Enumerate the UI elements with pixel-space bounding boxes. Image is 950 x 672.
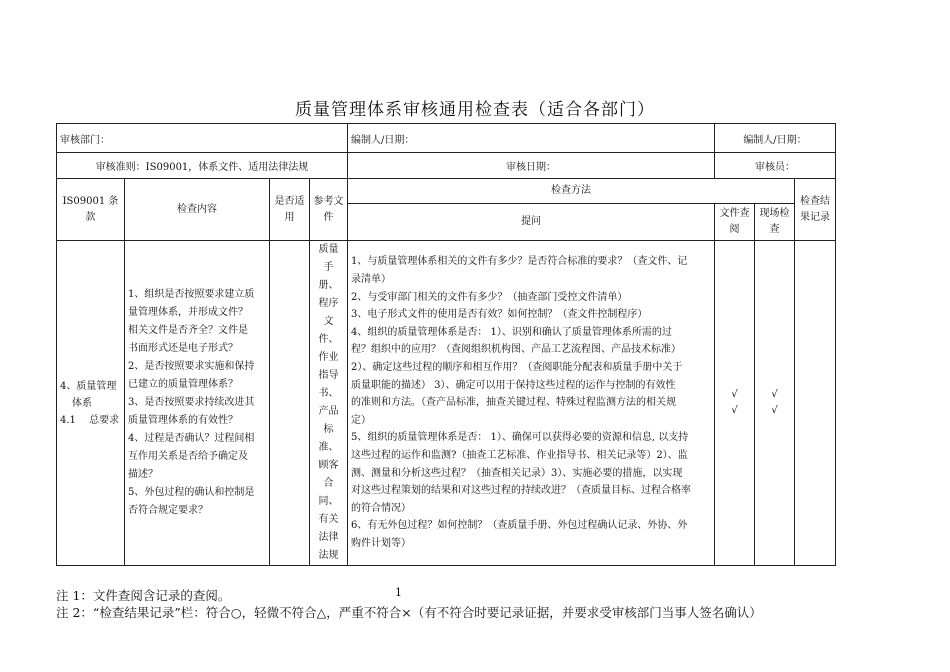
question-line: 的准则和方法。（查产品标准，抽查关键过程、特殊过程监测方法的相关规: [351, 397, 676, 409]
content-line: 已建立的质量管理体系？: [128, 379, 238, 390]
preparer-date-cell: 编制人/日期：: [348, 124, 715, 153]
site-check-cell: [755, 241, 795, 566]
question-line: 对这些过程策划的结果和对这些过程的持续改进？（查质量目标、过程合格率: [351, 485, 691, 497]
content-line: 5、外包过程的确认和控制是: [128, 487, 255, 498]
page-number: 1: [395, 586, 402, 599]
site-check-checkmark: √: [771, 389, 778, 400]
clause-line: 体系: [72, 397, 92, 409]
refdoc-line: 合: [323, 478, 334, 489]
refdoc-line: 标: [323, 424, 334, 435]
question-line: 5、组织的质量管理体系是否： 1）、确保可以获得必要的资源和信息, 以支持: [351, 432, 689, 444]
info-row-2: [57, 153, 836, 179]
clause-header: IS09001 条款: [57, 179, 125, 241]
result-record-cell: [795, 241, 836, 566]
refdoc-cell: [310, 241, 348, 566]
refdoc-line: 准、: [318, 442, 339, 453]
refdoc-header: 参考文件: [310, 179, 348, 241]
content-line: 3、是否按照要求持续改进其: [128, 397, 255, 408]
footnote-2: 注 2：“检查结果记录”栏：符合○，轻微不符合△，严重不符合×（有不符合时要记录证据，并要求受审核部门当事人签名确认）: [56, 605, 762, 620]
content-line: 相关文件是否齐全？文件是: [128, 325, 248, 336]
header-row-1: [57, 179, 836, 204]
question-line: 2）、确定这些过程的顺序和相互作用？（查阅职能分配表和质量手册中关于: [351, 362, 683, 374]
info-row-1: [57, 124, 836, 153]
refdoc-line: 法律: [318, 532, 339, 543]
clause-line: 4.1 总要求: [60, 414, 120, 426]
content-line: 书面形式还是电子形式？: [128, 343, 238, 354]
content-line: 质量管理体系的有效性？: [128, 415, 238, 426]
site-check-header: 现场检查: [755, 204, 795, 241]
question-header: 提问: [348, 204, 715, 241]
applicable-cell: [270, 241, 310, 566]
content-line: 否符合规定要求？: [128, 505, 208, 516]
question-line: 1、与质量管理体系相关的文件有多少？是否符合标准的要求？（查文件、记: [351, 256, 688, 268]
question-line: 这些过程的运作和监测?（抽查工艺标准、作业指导书、相关记录等）2）、监: [351, 449, 688, 461]
question-line: 定）: [351, 414, 371, 426]
question-line: 测、测量和分析这些过程？（抽查相关记录）3）、实施必要的措施，以实现: [351, 467, 683, 479]
footnote-1: 注 1：文件查阅含记录的查阅。: [56, 588, 231, 603]
content-cell: [125, 241, 270, 566]
question-cell: [348, 241, 715, 566]
doc-review-checkmark: √: [731, 405, 738, 416]
refdoc-line: 质量: [318, 244, 339, 255]
refdoc-line: 手: [323, 262, 334, 273]
clause-cell: [57, 241, 125, 566]
refdoc-line: 同、: [318, 496, 339, 507]
audit-dept-cell: 审核部门：: [57, 124, 348, 153]
site-check-checkmark: √: [771, 405, 778, 416]
content-line: 描述？: [128, 469, 158, 480]
refdoc-line: 有关: [318, 514, 339, 525]
auditor-cell: 审核员：: [715, 153, 836, 179]
refdoc-line: 指导: [318, 370, 339, 381]
question-line: 质量职能的描述） 3）、确定可以用于保持这些过程的运作与控制的有效性: [351, 379, 676, 391]
question-line: 6、有无外包过程？如何控制？（查质量手册、外包过程确认记录、外协、外: [351, 520, 688, 532]
preparer-date-cell-2: 编制人/日期：: [715, 124, 836, 153]
refdoc-line: 文: [323, 316, 334, 327]
question-line: 2、与受审部门相关的文件有多少？（抽查部门受控文件清单）: [351, 291, 628, 303]
result-header: 检查结果记录: [795, 179, 836, 241]
doc-review-header: 文件查阅: [715, 204, 755, 241]
question-line: 4、组织的质量管理体系是否： 1）、识别和确认了质量管理体系所需的过: [351, 326, 672, 338]
refdoc-line: 件、: [318, 334, 339, 345]
refdoc-line: 顾客: [318, 460, 339, 471]
content-line: 2、是否按照要求实施和保持: [128, 361, 255, 372]
doc-review-cell: [715, 241, 755, 566]
audit-date-cell: 审核日期：: [348, 153, 715, 179]
applicable-header: 是否适用: [270, 179, 310, 241]
question-line: 录清单）: [351, 274, 391, 286]
refdoc-line: 程序: [318, 298, 339, 309]
audit-criteria-cell: 审核准则：IS09001，体系文件、适用法律法规: [57, 153, 348, 179]
doc-review-checkmark: √: [731, 389, 738, 400]
question-line: 的符合情况）: [351, 502, 411, 514]
content-line: 量管理体系，并形成文件？: [128, 307, 248, 318]
refdoc-line: 作业: [318, 352, 339, 363]
checklist-row: [57, 241, 836, 566]
refdoc-line: 册、: [318, 280, 339, 291]
page-title: 质量管理体系审核通用检查表（适合各部门）: [295, 100, 655, 120]
question-line: 购件计划等）: [351, 537, 411, 549]
question-line: 3、电子形式文件的使用是否有效？如何控制？（查文件控制程序）: [351, 309, 648, 321]
clause-line: 4、质量管理: [60, 380, 117, 392]
refdoc-line: 法规: [318, 550, 339, 561]
content-line: 互作用关系是否给予确定及: [128, 451, 248, 462]
content-line: 1、组织是否按照要求建立质: [128, 289, 255, 300]
question-line: 程？组织中的应用？（查阅组织机构图、产品工艺流程图、产品技术标准）: [351, 344, 681, 356]
refdoc-line: 产品: [318, 406, 339, 417]
audit-checklist-table: [56, 123, 836, 566]
content-line: 4、过程是否确认？过程间相: [128, 433, 255, 444]
refdoc-line: 书、: [318, 388, 339, 399]
content-header: 检查内容: [125, 179, 270, 241]
method-header: 检查方法: [348, 179, 795, 204]
